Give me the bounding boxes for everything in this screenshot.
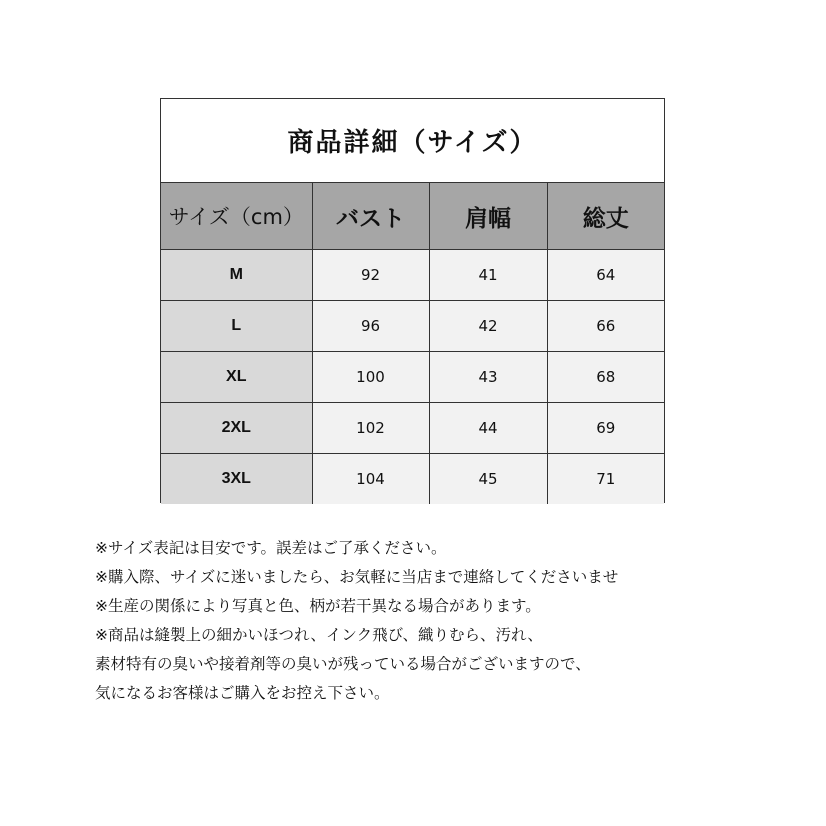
column-header-length: 総丈	[547, 183, 664, 250]
note-line: ※商品は縫製上の細かいほつれ、インク飛び、織りむら、汚れ、	[95, 626, 543, 644]
column-header-bust: バスト	[312, 183, 429, 250]
table-row	[161, 301, 664, 352]
table-row	[161, 352, 664, 403]
table-row	[161, 403, 664, 454]
shoulder-cell: 41	[429, 250, 547, 301]
bust-cell: 102	[312, 403, 429, 454]
size-table-container	[160, 98, 665, 503]
shoulder-cell: 42	[429, 301, 547, 352]
shoulder-cell: 45	[429, 454, 547, 505]
size-cell: L	[161, 301, 312, 352]
note-line: ※購入際、サイズに迷いましたら、お気軽に当店まで連絡してくださいませ	[95, 568, 619, 586]
table-row	[161, 250, 664, 301]
table-title: 商品詳細（サイズ）	[161, 99, 664, 183]
notes-block	[95, 534, 795, 708]
size-cell: XL	[161, 352, 312, 403]
bust-cell: 104	[312, 454, 429, 505]
column-header-shoulder: 肩幅	[429, 183, 547, 250]
note-line: ※生産の関係により写真と色、柄が若干異なる場合があります。	[95, 597, 541, 615]
length-cell: 66	[547, 301, 664, 352]
length-cell: 71	[547, 454, 664, 505]
shoulder-cell: 44	[429, 403, 547, 454]
shoulder-cell: 43	[429, 352, 547, 403]
length-cell: 69	[547, 403, 664, 454]
table-header-row	[161, 183, 664, 250]
note-line: 素材特有の臭いや接着剤等の臭いが残っている場合がございますので、	[95, 655, 591, 673]
bust-cell: 92	[312, 250, 429, 301]
size-cell: M	[161, 250, 312, 301]
length-cell: 68	[547, 352, 664, 403]
note-line: 気になるお客様はご購入をお控え下さい。	[95, 684, 390, 702]
bust-cell: 100	[312, 352, 429, 403]
size-cell: 2XL	[161, 403, 312, 454]
column-header-size: サイズ（cm）	[161, 183, 312, 250]
note-line: ※サイズ表記は目安です。誤差はご了承ください。	[95, 539, 447, 557]
table-row	[161, 454, 664, 505]
length-cell: 64	[547, 250, 664, 301]
size-table	[161, 183, 664, 504]
size-cell: 3XL	[161, 454, 312, 505]
bust-cell: 96	[312, 301, 429, 352]
